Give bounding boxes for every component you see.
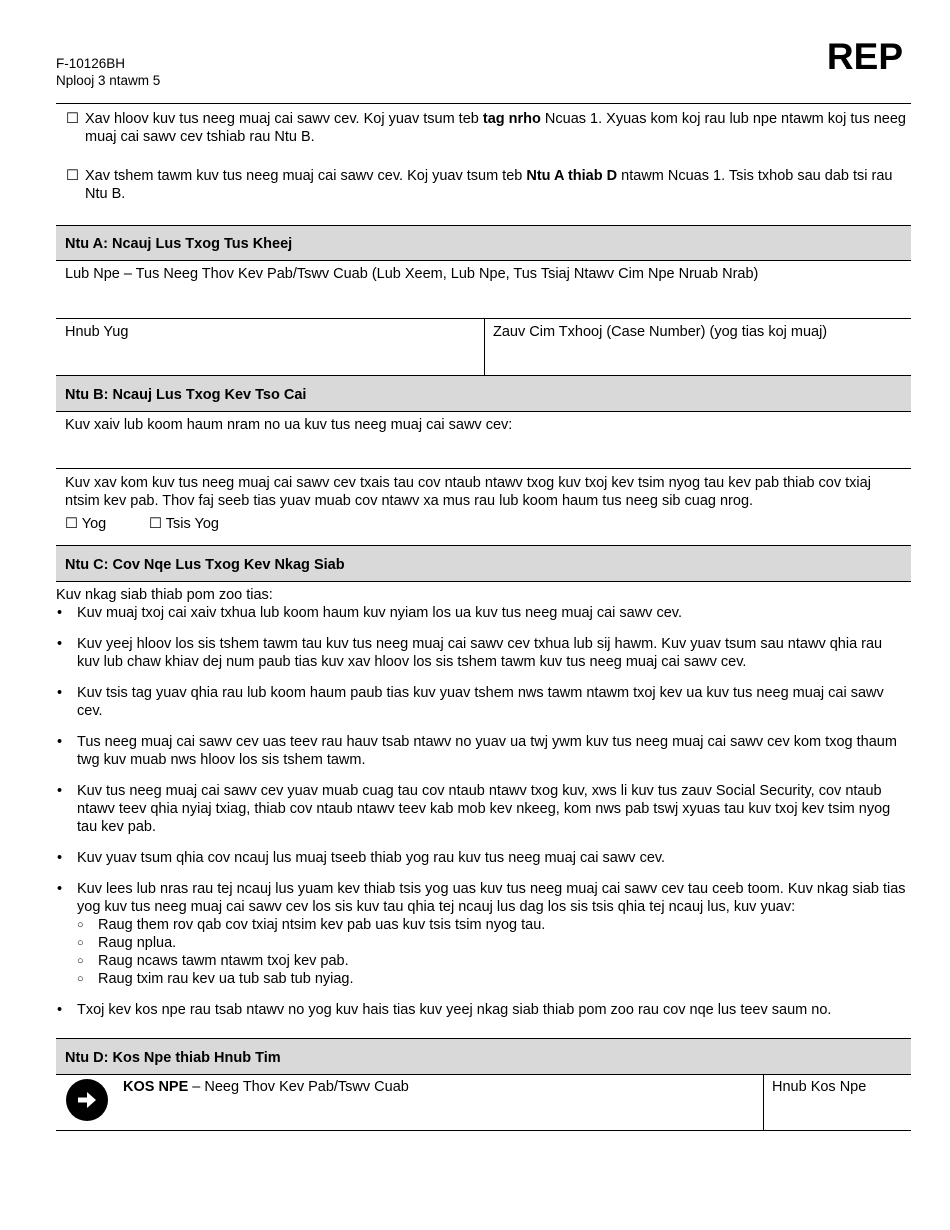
agency-field-label: Kuv xaiv lub koom haum nram no ua kuv tus neeg muaj cai sawv cev:: [65, 417, 513, 433]
divider: [56, 103, 911, 104]
section-d-title: Ntu D: Kos Npe thiab Hnub Tim: [56, 1038, 911, 1075]
list-item: • Kuv yuav tsum qhia cov ncauj lus muaj tseeb thiab yog rau kuv tus neeg muaj cai sawv cev.: [56, 849, 906, 867]
yes-label: Yog: [81, 516, 107, 532]
form-badge: REP: [826, 36, 903, 77]
signature-label: – Neeg Thov Kev Pab/Tswv Cuab: [188, 1079, 409, 1095]
signature-field[interactable]: [123, 1078, 409, 1096]
form-header: [56, 55, 160, 89]
sub-list-item: ○ Raug nplua.: [77, 934, 906, 952]
signature-label-bold: KOS NPE: [123, 1079, 189, 1095]
no-label: Tsis Yog: [165, 516, 219, 532]
divider: [56, 1130, 911, 1131]
checkbox-change[interactable]: ☐: [66, 111, 79, 127]
list-item: • Kuv lees lub nras rau tej ncauj lus yuam kev thiab tsis yog uas kuv tus neeg muaj cai sawv cev tau ceeb toom. Kuv nkag siab tias yog kuv tus neeg muaj cai sawv cev los sis kuv tau qhia tej ncauj lus dag los sis tsis qhia tej ncauj lus, kuv yuav: ○ Raug them rov qab cov txiaj ntsim kev pab uas kuv tsis tsim nyog tau. ○ Raug nplua. ○ Raug ncaws tawm ntawm txoj kev pab. ○ Raug txim rau kev ua tub sab tub nyiag.: [56, 880, 906, 988]
list-item: • Kuv tus neeg muaj cai sawv cev yuav muab cuag tau cov ntaub ntawv txog kuv, xws li kuv tus zauv Social Security, cov ntaub ntawv teev qhia nyiaj txiag, thiab cov ntaub ntawv teev kab mob kev nkeeg, kom nws pab tswj xyuas tau kuv txoj kev tsim nyog tau kev pab.: [56, 782, 906, 836]
sub-list-item: ○ Raug ncaws tawm ntawm txoj kev pab.: [77, 952, 906, 970]
statement-list: [56, 604, 906, 1032]
sub-list-item: ○ Raug them rov qab cov txiaj ntsim kev pab uas kuv tsis tsim nyog tau.: [77, 916, 906, 934]
case-number-field-label: Zauv Cim Txhooj (Case Number) (yog tias koj muaj): [493, 324, 828, 340]
option-change-representative[interactable]: ☐ Xav hloov kuv tus neeg muaj cai sawv cev. Koj yuav tsum teb tag nrho Ncuas 1. Xyuas kom koj rau lub npe ntawm koj tus neeg muaj cai sawv cev tshiab rau Ntu B.: [66, 111, 906, 145]
share-no-option[interactable]: [140, 515, 219, 533]
signature-date-label: Hnub Kos Npe: [772, 1079, 867, 1095]
list-item: • Kuv yeej hloov los sis tshem tawm tau kuv tus neeg muaj cai sawv cev txhua lub sij hawm. Kuv yuav tsum sau ntawv qhia rau kuv lub chaw khiav dej num paub tias kuv xav hloov los sis tshem tawm kuv tus neeg muaj cai sawv cev.: [56, 635, 906, 671]
page-number: Nplooj 3 ntawm 5: [56, 73, 161, 88]
list-item: • Kuv muaj txoj cai xaiv txhua lub koom haum kuv nyiam los ua kuv tus neeg muaj cai sawv cev.: [56, 604, 906, 622]
checkbox-yes[interactable]: ☐: [65, 516, 78, 532]
dob-field[interactable]: [56, 323, 128, 341]
list-item: • Tus neeg muaj cai sawv cev uas teev rau hauv tsab ntawv no yuav ua twj ywm kuv tus neeg muaj cai sawv cev kom txog thaum twg kuv muab nws hloov los sis tshem tawm.: [56, 733, 906, 769]
dob-field-label: Hnub Yug: [65, 324, 129, 340]
signature-date-field[interactable]: [763, 1078, 866, 1096]
sub-list-item: ○ Raug txim rau kev ua tub sab tub nyiag.: [77, 970, 906, 988]
share-yes-option[interactable]: [56, 515, 106, 533]
section-c-title: Ntu C: Cov Nqe Lus Txog Kev Nkag Siab: [56, 545, 911, 582]
case-number-field[interactable]: [484, 323, 827, 341]
form-number: F-10126BH: [56, 56, 126, 71]
divider: [56, 468, 911, 469]
share-info-text: Kuv xav kom kuv tus neeg muaj cai sawv cev txais tau cov ntaub ntawv txog kuv txoj kev tsim nyog tau kev pab thiab cov txiaj ntsim kev pab. Thov faj seeb tias yuav muab cov ntawv xa mus rau lub koom haum tus neeg sib cuag nrog.: [65, 475, 871, 509]
name-field[interactable]: [56, 265, 758, 283]
arrow-right-circle-icon: [66, 1079, 108, 1121]
name-field-label: Lub Npe – Tus Neeg Thov Kev Pab/Tswv Cuab (Lub Xeem, Lub Npe, Tus Tsiaj Ntawv Cim Npe Nruab Nrab): [65, 266, 759, 282]
penalty-list: [77, 916, 906, 988]
agency-field[interactable]: [56, 416, 512, 434]
list-item: • Txoj kev kos npe rau tsab ntawv no yog kuv hais tias kuv yeej nkag siab thiab pom zoo rau cov nqe lus teev saum no.: [56, 1001, 906, 1019]
section-c-intro: Kuv nkag siab thiab pom zoo tias:: [56, 587, 273, 603]
list-item: • Kuv tsis tag yuav qhia rau lub koom haum paub tias kuv yuav tshem nws tawm ntawm txoj kev ua kuv tus neeg muaj cai sawv cev.: [56, 684, 906, 720]
section-a-title: Ntu A: Ncauj Lus Txog Tus Kheej: [56, 225, 911, 261]
option-remove-representative[interactable]: ☐ Xav tshem tawm kuv tus neeg muaj cai sawv cev. Koj yuav tsum teb Ntu A thiab D ntawm Ncuas 1. Tsis txhob sau dab tsi rau Ntu B.: [66, 168, 893, 202]
section-b-title: Ntu B: Ncauj Lus Txog Kev Tso Cai: [56, 375, 911, 412]
checkbox-remove[interactable]: ☐: [66, 168, 79, 184]
checkbox-no[interactable]: ☐: [149, 516, 162, 532]
